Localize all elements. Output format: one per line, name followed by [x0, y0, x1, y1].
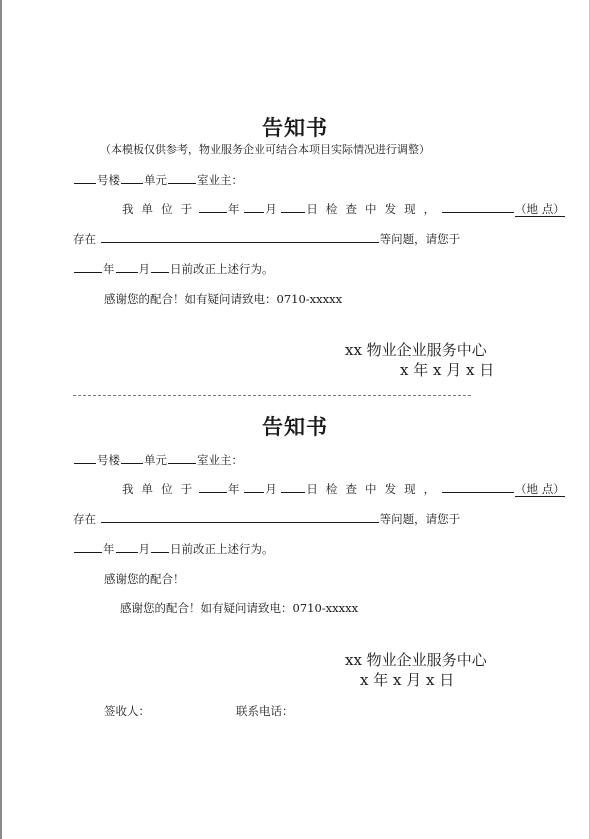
unit-blank[interactable]	[121, 452, 143, 464]
year-label: 年	[228, 482, 240, 496]
deadline-year-blank[interactable]	[74, 261, 102, 273]
notice-title: 告知书	[262, 115, 328, 140]
deadline-month-label: 月	[138, 262, 150, 276]
inspection-prefix: 我 单 位 于	[122, 482, 195, 496]
building-blank[interactable]	[74, 452, 96, 464]
day-blank[interactable]	[281, 481, 305, 493]
issue-date: x 年 x 月 x 日	[360, 671, 455, 689]
address-line	[73, 452, 243, 468]
inspection-day-text: 日 检 查 中 发 现 ，	[306, 482, 438, 496]
year-blank[interactable]	[199, 201, 227, 213]
issue-prefix: 存在	[73, 232, 96, 246]
year-label: 年	[228, 202, 240, 216]
year-blank[interactable]	[199, 481, 227, 493]
building-label: 号楼	[97, 453, 120, 467]
day-blank[interactable]	[281, 201, 305, 213]
issue-blank[interactable]	[101, 231, 379, 243]
room-blank[interactable]	[168, 172, 196, 184]
location-label: （地 点）	[515, 202, 565, 216]
cut-line-divider	[73, 395, 471, 396]
deadline-month-blank[interactable]	[116, 261, 138, 273]
deadline-year-label: 年	[103, 262, 115, 276]
deadline-line	[73, 261, 274, 277]
month-blank[interactable]	[244, 201, 264, 213]
building-label: 号楼	[97, 173, 120, 187]
page-border-left	[0, 0, 2, 839]
owner-label: 室业主：	[197, 173, 243, 187]
inspection-line	[122, 201, 565, 217]
signer-label: 签收人：	[104, 704, 150, 718]
inspection-prefix: 我 单 位 于	[122, 202, 195, 216]
inspection-day-text: 日 检 查 中 发 现 ，	[306, 202, 438, 216]
deadline-day-blank[interactable]	[151, 261, 169, 273]
template-disclaimer: （本模板仅供参考，物业服务企业可结合本项目实际情况进行调整）	[100, 143, 430, 156]
location-blank[interactable]	[442, 201, 514, 213]
deadline-year-blank[interactable]	[74, 541, 102, 553]
issuer-org: xx 物业企业服务中心	[345, 651, 487, 669]
deadline-month-label: 月	[138, 542, 150, 556]
address-line	[73, 172, 243, 188]
room-blank[interactable]	[168, 452, 196, 464]
location-label: （地 点）	[515, 482, 565, 496]
issue-line	[73, 231, 460, 247]
phone-label: 联系电话：	[236, 704, 294, 718]
location-blank[interactable]	[442, 481, 514, 493]
unit-label: 单元	[144, 173, 167, 187]
issue-suffix: 等问题，请您于	[379, 232, 461, 246]
month-label: 月	[265, 202, 277, 216]
building-blank[interactable]	[74, 172, 96, 184]
month-blank[interactable]	[244, 481, 264, 493]
inspection-line	[122, 481, 565, 497]
issue-date: x 年 x 月 x 日	[400, 361, 495, 379]
deadline-line	[73, 541, 274, 557]
owner-label: 室业主：	[197, 453, 243, 467]
deadline-day-blank[interactable]	[151, 541, 169, 553]
deadline-suffix: 日前改正上述行为。	[170, 262, 274, 276]
thanks-contact: 感谢您的配合！如有疑问请致电：0710-xxxxx	[104, 292, 343, 306]
issuer-org: xx 物业企业服务中心	[345, 341, 487, 359]
deadline-suffix: 日前改正上述行为。	[170, 542, 274, 556]
thanks-text: 感谢您的配合！	[104, 572, 185, 586]
month-label: 月	[265, 482, 277, 496]
deadline-year-label: 年	[103, 542, 115, 556]
unit-blank[interactable]	[121, 172, 143, 184]
issue-suffix: 等问题，请您于	[379, 512, 461, 526]
deadline-month-blank[interactable]	[116, 541, 138, 553]
thanks-contact: 感谢您的配合！如有疑问请致电：0710-xxxxx	[120, 601, 359, 615]
issue-prefix: 存在	[73, 512, 96, 526]
notice-title: 告知书	[262, 414, 328, 439]
unit-label: 单元	[144, 453, 167, 467]
issue-line	[73, 511, 460, 527]
issue-blank[interactable]	[101, 511, 379, 523]
